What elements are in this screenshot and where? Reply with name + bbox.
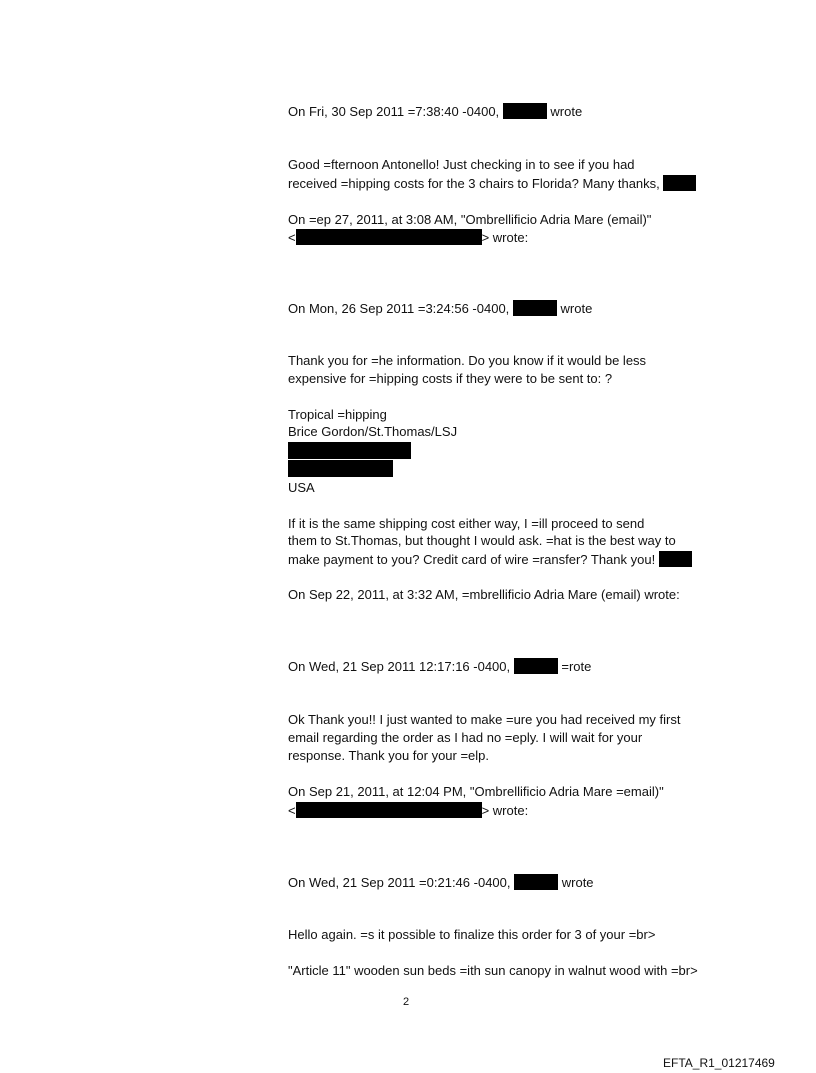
email-header-line	[288, 874, 594, 891]
address-line: USA	[288, 480, 315, 495]
email-header-line	[288, 658, 591, 675]
redaction-box	[503, 103, 547, 119]
body-line: Thank you for =he information. Do you know if it would be less	[288, 353, 647, 368]
text: wrote	[550, 104, 583, 119]
body-line: them to St.Thomas, but thought I would ask. =hat is the best way to	[288, 533, 676, 548]
email-header-line	[288, 300, 592, 317]
body-line: Good =fternoon Antonello! Just checking in to see if you had	[288, 157, 635, 172]
body-line: "Article 11" wooden sun beds =ith sun canopy in walnut wood with =br>	[288, 963, 698, 978]
address-line: Brice Gordon/St.Thomas/LSJ	[288, 424, 458, 439]
body-line: email regarding the order as I had no =eply. I will wait for your	[288, 730, 643, 745]
redaction-box	[296, 802, 482, 818]
quote-header-line: On Sep 21, 2011, at 12:04 PM, "Ombrellificio Adria Mare =email)"	[288, 784, 664, 799]
quote-header-line: On Sep 22, 2011, at 3:32 AM, =mbrellificio Adria Mare (email) wrote:	[288, 587, 680, 602]
redaction-box	[514, 658, 558, 674]
document-id-footer: EFTA_R1_01217469	[663, 1056, 775, 1070]
text: > wrote:	[481, 803, 529, 818]
page-number: 2	[403, 996, 410, 1008]
body-line: Hello again. =s it possible to finalize this order for 3 of your =br>	[288, 927, 656, 942]
quote-header-line: On =ep 27, 2011, at 3:08 AM, "Ombrellificio Adria Mare (email)"	[288, 212, 652, 227]
redaction-box	[659, 551, 692, 567]
text: <	[288, 803, 296, 818]
text: wrote	[561, 875, 594, 890]
text: On Wed, 21 Sep 2011 =0:21:46 -0400,	[288, 875, 511, 890]
text: On Fri, 30 Sep 2011 =7:38:40 -0400,	[288, 104, 500, 119]
text: make payment to you? Credit card of wire =ransfer? Thank you!	[288, 552, 656, 567]
text: =rote	[561, 659, 592, 674]
redaction-box	[663, 175, 696, 191]
text: <	[288, 230, 296, 245]
quote-header-line	[288, 802, 528, 819]
redaction-box	[288, 442, 411, 459]
quote-header-line	[288, 229, 528, 246]
text: received =hipping costs for the 3 chairs to Florida? Many thanks,	[288, 176, 660, 191]
email-header-line	[288, 103, 582, 120]
text: > wrote:	[481, 230, 529, 245]
redaction-box	[513, 300, 557, 316]
body-line: If it is the same shipping cost either way, I =ill proceed to send	[288, 516, 645, 531]
body-line: expensive for =hipping costs if they were to be sent to: ?	[288, 371, 613, 386]
redaction-box	[514, 874, 558, 890]
body-line: response. Thank you for your =elp.	[288, 748, 490, 763]
body-line: Ok Thank you!! I just wanted to make =ure you had received my first	[288, 712, 681, 727]
text: On Wed, 21 Sep 2011 12:17:16 -0400,	[288, 659, 511, 674]
body-line	[288, 551, 692, 568]
address-line: Tropical =hipping	[288, 407, 387, 422]
body-line	[288, 175, 696, 192]
redaction-box	[296, 229, 482, 245]
redaction-box	[288, 460, 393, 477]
text: On Mon, 26 Sep 2011 =3:24:56 -0400,	[288, 301, 510, 316]
text: wrote	[560, 301, 593, 316]
